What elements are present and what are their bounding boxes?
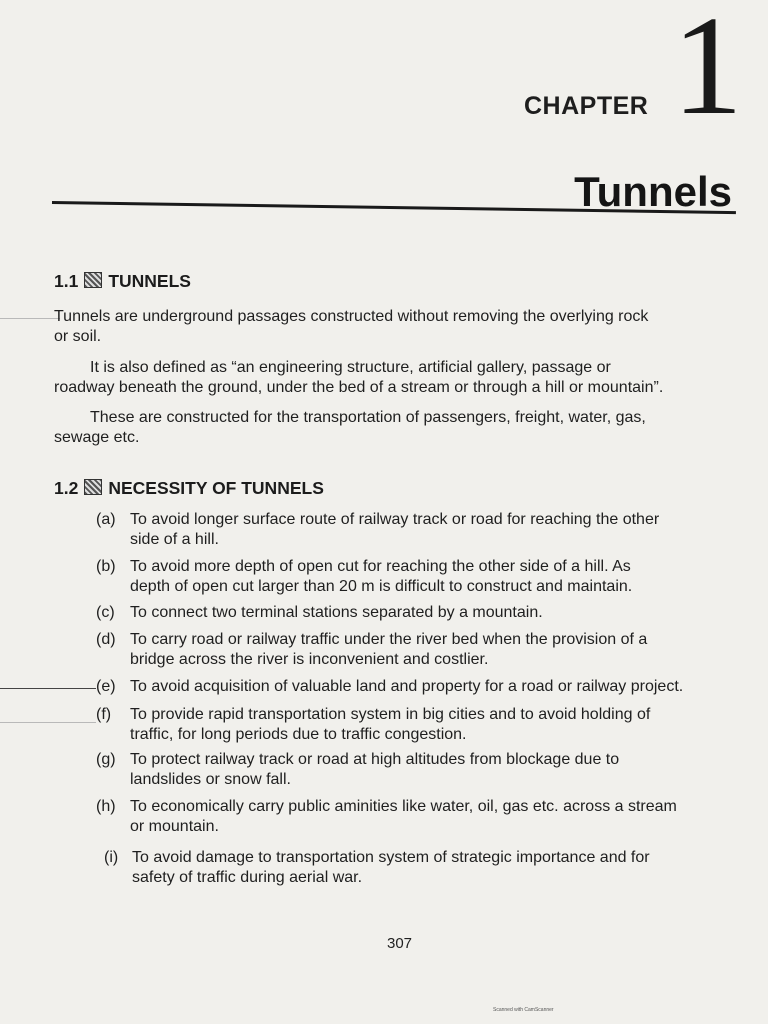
chapter-number: 1 bbox=[672, 0, 743, 144]
paragraph-line: It is also defined as “an engineering structure, artificial gallery, passage or bbox=[90, 359, 611, 376]
list-item-line: To avoid longer surface route of railway track or road for reaching the other bbox=[130, 511, 660, 528]
paragraph-line: sewage etc. bbox=[54, 429, 140, 446]
list-item-line: To protect railway track or road at high altitudes from blockage due to bbox=[130, 751, 620, 768]
list-item-line: depth of open cut larger than 20 m is difficult to construct and maintain. bbox=[130, 578, 633, 595]
list-marker: (g) bbox=[96, 751, 116, 768]
section-title: TUNNELS bbox=[108, 271, 191, 291]
paragraph-line: roadway beneath the ground, under the bed of a stream or through a hill or mountain”. bbox=[54, 379, 664, 396]
list-item-line: side of a hill. bbox=[130, 531, 219, 548]
list-item-line: To connect two terminal stations separated by a mountain. bbox=[130, 604, 543, 621]
list-item-line: landslides or snow fall. bbox=[130, 771, 291, 788]
list-item-line: To carry road or railway traffic under the river bed when the provision of a bbox=[130, 631, 648, 648]
list-marker: (a) bbox=[96, 511, 116, 528]
paragraph bbox=[54, 358, 744, 398]
page-number: 307 bbox=[387, 935, 413, 952]
list-marker: (i) bbox=[104, 849, 119, 866]
list-item-line: To avoid acquisition of valuable land and property for a road or railway project. bbox=[130, 678, 684, 695]
list-item-line: To avoid more depth of open cut for reaching the other side of a hill. As bbox=[130, 558, 631, 575]
section-number: 1.2 bbox=[54, 478, 79, 498]
paragraph bbox=[54, 408, 744, 448]
section-square-icon bbox=[84, 479, 102, 495]
list-item-line: bridge across the river is inconvenient and costlier. bbox=[130, 651, 489, 668]
list-item-line: To avoid damage to transportation system of strategic importance and for bbox=[132, 849, 650, 866]
list-marker: (f) bbox=[96, 706, 112, 723]
section-heading-1-2 bbox=[54, 478, 324, 499]
list-item-line: safety of traffic during aerial war. bbox=[132, 869, 363, 886]
section-number: 1.1 bbox=[54, 271, 79, 291]
paragraph-line: Tunnels are underground passages constructed without removing the overlying rock bbox=[54, 308, 649, 325]
scan-credit: Scanned with CamScanner bbox=[493, 1007, 554, 1013]
list-item-line: traffic, for long periods due to traffic congestion. bbox=[130, 726, 467, 743]
paragraph-line: or soil. bbox=[54, 328, 102, 345]
scan-line bbox=[0, 688, 96, 689]
list-item-line: or mountain. bbox=[130, 818, 219, 835]
list-marker: (c) bbox=[96, 604, 115, 621]
list-marker: (b) bbox=[96, 558, 116, 575]
paragraph bbox=[54, 307, 744, 347]
scan-line bbox=[0, 318, 60, 319]
section-square-icon bbox=[84, 272, 102, 288]
paragraph-line: These are constructed for the transportation of passengers, freight, water, gas, bbox=[90, 409, 646, 426]
list-marker: (d) bbox=[96, 631, 116, 648]
section-title: NECESSITY OF TUNNELS bbox=[108, 478, 324, 498]
list-marker: (e) bbox=[96, 678, 116, 695]
list-item-line: To economically carry public aminities like water, oil, gas etc. across a stream bbox=[130, 798, 677, 815]
chapter-label: CHAPTER bbox=[524, 92, 649, 120]
scan-line bbox=[0, 722, 96, 723]
list-item-line: To provide rapid transportation system in big cities and to avoid holding of bbox=[130, 706, 651, 723]
list-marker: (h) bbox=[96, 798, 116, 815]
chapter-title: Tunnels bbox=[574, 168, 732, 215]
section-heading-1-1 bbox=[54, 271, 191, 292]
